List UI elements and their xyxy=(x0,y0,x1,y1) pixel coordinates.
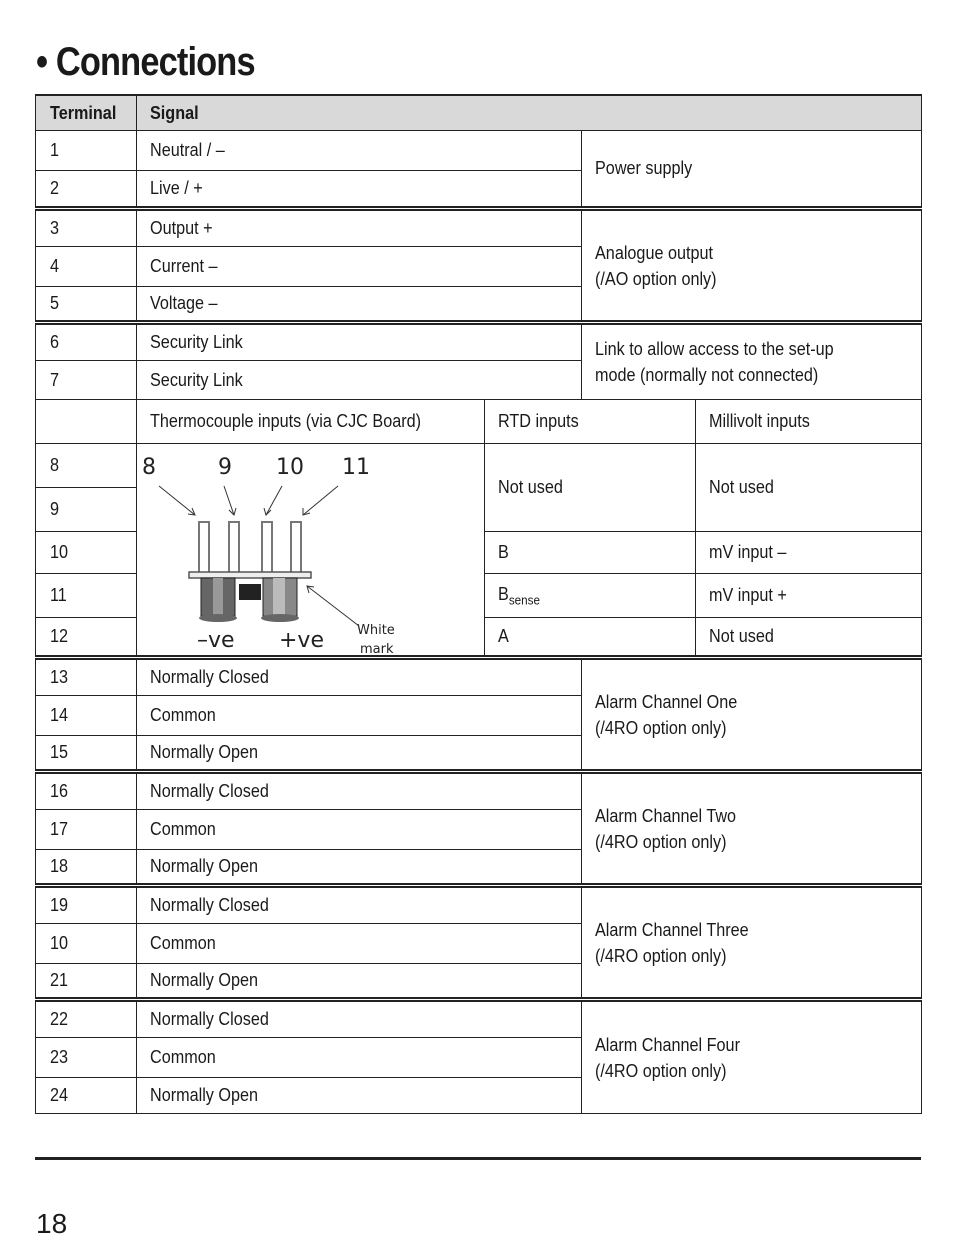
terminal-cell: 5 xyxy=(36,287,137,323)
diagram-pin-label-9: 9 xyxy=(218,455,232,480)
table-row xyxy=(36,209,922,247)
diagram-pin-label-8: 8 xyxy=(142,455,156,480)
signal-cell: Security Link xyxy=(137,323,582,361)
terminal-cell: 1 xyxy=(36,131,137,171)
terminal-cell: 10 xyxy=(36,532,137,574)
terminal-cell: 8 xyxy=(36,444,137,488)
signal-cell: Normally Open xyxy=(137,1078,582,1114)
thermocouple-header: Thermocouple inputs (via CJC Board) xyxy=(137,400,485,444)
rtd-cell: $B_{sense}$ xyxy=(485,574,696,618)
terminal-cell: 13 xyxy=(36,658,137,696)
terminal-cell-empty xyxy=(36,400,137,444)
diagram-pin-label-10: 10 xyxy=(276,455,304,480)
diagram-plugs xyxy=(199,578,299,622)
terminal-cell: 19 xyxy=(36,886,137,924)
terminal-cell: 24 xyxy=(36,1078,137,1114)
diagram-pins xyxy=(199,522,301,574)
diagram-negative-label: –ve xyxy=(197,628,235,653)
signal-cell: Current – xyxy=(137,247,582,287)
terminal-cell: 11 xyxy=(36,574,137,618)
terminal-cell: 16 xyxy=(36,772,137,810)
signal-cell: Common xyxy=(137,696,582,736)
table-row xyxy=(36,131,922,171)
group-cell-alarm-four: Alarm Channel Four (/4RO option only) xyxy=(582,1000,922,1114)
group-cell-alarm-two: Alarm Channel Two (/4RO option only) xyxy=(582,772,922,886)
group-cell-alarm-one: Alarm Channel One (/4RO option only) xyxy=(582,658,922,772)
terminal-cell: 21 xyxy=(36,964,137,1000)
terminal-cell: 17 xyxy=(36,810,137,850)
page-number: 18 xyxy=(36,1208,68,1239)
diagram-positive-label: +ve xyxy=(279,628,324,653)
rtd-cell: B xyxy=(485,532,696,574)
table-row xyxy=(36,444,922,488)
signal-cell: Common xyxy=(137,810,582,850)
terminal-cell: 10 xyxy=(36,924,137,964)
header-signal: Signal xyxy=(137,95,922,131)
terminal-cell: 12 xyxy=(36,618,137,658)
signal-cell: Common xyxy=(137,1038,582,1078)
terminal-cell: 4 xyxy=(36,247,137,287)
terminal-cell: 14 xyxy=(36,696,137,736)
table-row xyxy=(36,772,922,810)
signal-cell: Voltage – xyxy=(137,287,582,323)
rtd-cell: Not used xyxy=(485,444,696,532)
terminal-cell: 9 xyxy=(36,488,137,532)
signal-cell: Normally Open xyxy=(137,736,582,772)
millivolt-cell: Not used xyxy=(696,618,922,658)
thermocouple-diagram-cell xyxy=(137,444,485,658)
header-terminal: Terminal xyxy=(36,95,137,131)
signal-cell: Output + xyxy=(137,209,582,247)
inputs-header-row xyxy=(36,400,922,444)
group-cell-alarm-three: Alarm Channel Three (/4RO option only) xyxy=(582,886,922,1000)
table-row xyxy=(36,658,922,696)
table-header-row xyxy=(36,95,922,131)
bottom-rule xyxy=(35,1157,921,1160)
signal-cell: Normally Open xyxy=(137,850,582,886)
thermocouple-connector-diagram xyxy=(137,444,485,658)
signal-cell: Normally Closed xyxy=(137,658,582,696)
signal-cell: Normally Closed xyxy=(137,1000,582,1038)
rtd-header: RTD inputs xyxy=(485,400,696,444)
diagram-arrows xyxy=(159,486,359,626)
signal-cell: Normally Open xyxy=(137,964,582,1000)
terminal-cell: 18 xyxy=(36,850,137,886)
diagram-white-label: White xyxy=(357,623,395,638)
page-title: • Connections xyxy=(36,40,255,84)
signal-cell: Normally Closed xyxy=(137,772,582,810)
connections-table-wrapper xyxy=(35,94,921,1114)
diagram-board xyxy=(189,572,311,578)
terminal-cell: 6 xyxy=(36,323,137,361)
terminal-cell: 22 xyxy=(36,1000,137,1038)
group-cell-security: Link to allow access to the set-up mode (normally not connected) xyxy=(582,323,922,400)
signal-cell: Live / + xyxy=(137,171,582,209)
diagram-pin-label-11: 11 xyxy=(342,455,370,480)
terminal-cell: 2 xyxy=(36,171,137,209)
table-row xyxy=(36,886,922,924)
millivolt-cell: mV input – xyxy=(696,532,922,574)
terminal-cell: 3 xyxy=(36,209,137,247)
group-cell-power: Power supply xyxy=(582,131,922,209)
group-cell-analogue: Analogue output (/AO option only) xyxy=(582,209,922,323)
millivolt-cell: Not used xyxy=(696,444,922,532)
signal-cell: Neutral / – xyxy=(137,131,582,171)
table-row xyxy=(36,1000,922,1038)
signal-cell: Security Link xyxy=(137,361,582,400)
terminal-cell: 7 xyxy=(36,361,137,400)
terminal-cell: 23 xyxy=(36,1038,137,1078)
connections-table xyxy=(35,94,922,1114)
table-row xyxy=(36,323,922,361)
millivolt-header: Millivolt inputs xyxy=(696,400,922,444)
diagram-mark-label: mark xyxy=(360,642,394,657)
terminal-cell: 15 xyxy=(36,736,137,772)
signal-cell: Normally Closed xyxy=(137,886,582,924)
signal-cell: Common xyxy=(137,924,582,964)
rtd-cell: A xyxy=(485,618,696,658)
millivolt-cell: mV input + xyxy=(696,574,922,618)
